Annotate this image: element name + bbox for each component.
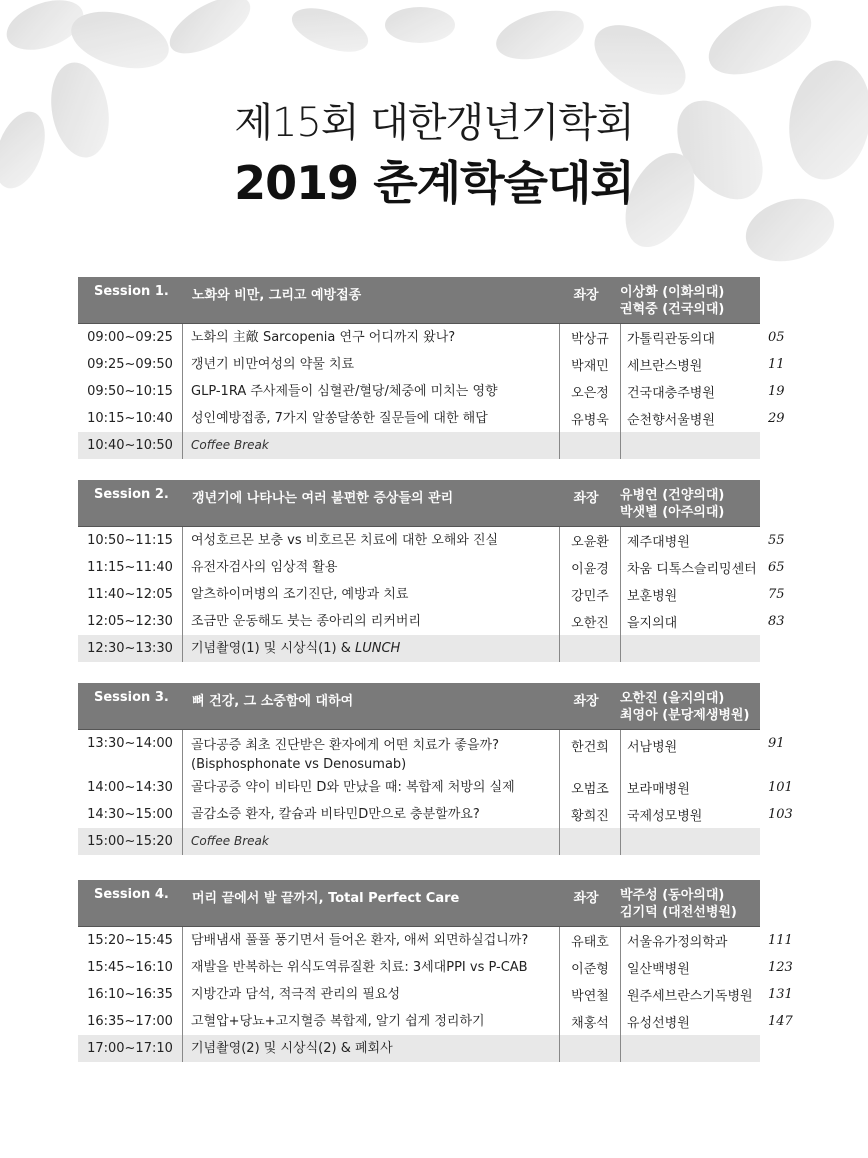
speaker: 박상규 bbox=[559, 324, 620, 351]
break-row bbox=[78, 635, 760, 662]
affiliation: 보훈병원 bbox=[620, 581, 760, 608]
topic: 담배냄새 풀풀 풍기면서 들어온 환자, 애써 외면하실겁니까? bbox=[191, 933, 529, 948]
session-title: 갱년기에 나타나는 여러 불편한 증상들의 관리 bbox=[192, 491, 454, 506]
chair-label: 좌장 bbox=[573, 694, 599, 709]
break-text: Coffee Break bbox=[191, 834, 269, 848]
break-row bbox=[78, 432, 760, 459]
page-number: 123 bbox=[768, 960, 793, 975]
event-subtitle: 2019 춘계학술대회 bbox=[234, 156, 634, 210]
table-row bbox=[78, 927, 793, 954]
table-row bbox=[78, 581, 785, 608]
break-label bbox=[183, 832, 559, 851]
speaker-empty bbox=[559, 635, 620, 662]
topic: 지방간과 담석, 적극적 관리의 필요성 bbox=[191, 987, 401, 1002]
topic: 골다공증 약이 비타민 D와 만났을 때: 복합제 처방의 실제 bbox=[191, 780, 515, 795]
chair-name: 유병연 (건양의대) bbox=[620, 488, 725, 503]
affiliation-empty bbox=[620, 432, 760, 459]
topic: 골감소증 환자, 칼슘과 비타민D만으로 충분할까요? bbox=[191, 807, 480, 822]
break-text-italic: LUNCH bbox=[354, 641, 401, 656]
session-title: 노화와 비만, 그리고 예방접종 bbox=[192, 288, 362, 303]
table-row bbox=[78, 981, 793, 1008]
time-slot: 15:45~16:10 bbox=[78, 954, 183, 981]
time-slot: 17:00~17:10 bbox=[78, 1035, 183, 1062]
page-number: 29 bbox=[768, 411, 785, 426]
page-number: 83 bbox=[768, 614, 785, 629]
time-slot: 14:00~14:30 bbox=[78, 774, 183, 801]
chair-label: 좌장 bbox=[573, 891, 599, 906]
table-row bbox=[78, 324, 785, 351]
session-label: Session 4. bbox=[94, 887, 169, 902]
affiliation: 서울유가정의학과 bbox=[620, 927, 760, 954]
chairs bbox=[616, 277, 760, 323]
topic-line: 골다공증 최초 진단받은 환자에게 어떤 치료가 좋을까? bbox=[191, 738, 499, 753]
affiliation: 건국대충주병원 bbox=[620, 378, 760, 405]
session-header bbox=[78, 880, 760, 927]
page-number: 131 bbox=[768, 987, 793, 1002]
topic: 여성호르몬 보충 vs 비호르몬 치료에 대한 오해와 진실 bbox=[191, 533, 499, 548]
session-label: Session 2. bbox=[94, 487, 169, 502]
time-slot: 11:40~12:05 bbox=[78, 581, 183, 608]
chair-name: 오한진 (을지의대) bbox=[620, 691, 725, 706]
table-row bbox=[78, 801, 793, 828]
affiliation: 세브란스병원 bbox=[620, 351, 760, 378]
table-row bbox=[78, 351, 785, 378]
session-header bbox=[78, 480, 760, 527]
session-2-table bbox=[78, 480, 785, 662]
chair-label: 좌장 bbox=[573, 491, 599, 506]
topic: 조금만 운동해도 붓는 종아리의 리커버리 bbox=[191, 614, 422, 629]
session-header bbox=[78, 683, 760, 730]
topic: 유전자검사의 임상적 활용 bbox=[191, 560, 338, 575]
affiliation: 유성선병원 bbox=[620, 1008, 760, 1035]
time-slot: 14:30~15:00 bbox=[78, 801, 183, 828]
page-number: 91 bbox=[768, 736, 785, 751]
topic: GLP-1RA 주사제들이 심혈관/혈당/체중에 미치는 영향 bbox=[191, 384, 498, 399]
affiliation-empty bbox=[620, 635, 760, 662]
page-number: 65 bbox=[768, 560, 785, 575]
session-label: Session 3. bbox=[94, 690, 169, 705]
page-number: 101 bbox=[768, 780, 793, 795]
speaker: 유태호 bbox=[559, 927, 620, 954]
speaker: 박연철 bbox=[559, 981, 620, 1008]
speaker: 황희진 bbox=[559, 801, 620, 828]
speaker: 한건희 bbox=[559, 730, 620, 774]
time-slot: 09:50~10:15 bbox=[78, 378, 183, 405]
affiliation: 가톨릭관동의대 bbox=[620, 324, 760, 351]
affiliation: 제주대병원 bbox=[620, 527, 760, 554]
chairs bbox=[616, 480, 760, 526]
session-label: Session 1. bbox=[94, 284, 169, 299]
affiliation-empty bbox=[620, 828, 760, 855]
time-slot: 15:00~15:20 bbox=[78, 828, 183, 855]
speaker: 오한진 bbox=[559, 608, 620, 635]
speaker: 이윤경 bbox=[559, 554, 620, 581]
break-row bbox=[78, 828, 760, 855]
break-row bbox=[78, 1035, 760, 1062]
time-slot: 15:20~15:45 bbox=[78, 927, 183, 954]
session-title: 뼈 건강, 그 소중함에 대하여 bbox=[192, 694, 354, 709]
event-title-block bbox=[0, 96, 868, 216]
affiliation: 보라매병원 bbox=[620, 774, 760, 801]
page-number: 19 bbox=[768, 384, 785, 399]
event-title: 제15회 대한갱년기학회 bbox=[234, 100, 634, 146]
speaker-empty bbox=[559, 432, 620, 459]
chair-name: 권혁중 (건국의대) bbox=[620, 302, 725, 317]
time-slot: 16:35~17:00 bbox=[78, 1008, 183, 1035]
chairs bbox=[616, 880, 760, 926]
page-number: 55 bbox=[768, 533, 785, 548]
session-title: 머리 끝에서 발 끝까지, Total Perfect Care bbox=[192, 891, 460, 906]
topic: 재발을 반복하는 위식도역류질환 치료: 3세대PPI vs P-CAB bbox=[191, 960, 528, 975]
table-row bbox=[78, 405, 785, 432]
table-row bbox=[78, 527, 785, 554]
table-row bbox=[78, 378, 785, 405]
table-row bbox=[78, 1008, 793, 1035]
session-1-table bbox=[78, 277, 785, 459]
time-slot: 09:25~09:50 bbox=[78, 351, 183, 378]
time-slot: 13:30~14:00 bbox=[78, 730, 183, 774]
time-slot: 10:15~10:40 bbox=[78, 405, 183, 432]
page-number: 05 bbox=[768, 330, 785, 345]
page-number: 11 bbox=[768, 357, 785, 372]
topic: 갱년기 비만여성의 약물 치료 bbox=[191, 357, 355, 372]
table-row bbox=[78, 730, 785, 774]
time-slot: 12:30~13:30 bbox=[78, 635, 183, 662]
chairs bbox=[616, 683, 760, 729]
time-slot: 10:40~10:50 bbox=[78, 432, 183, 459]
table-row bbox=[78, 608, 785, 635]
speaker: 강민주 bbox=[559, 581, 620, 608]
session-header bbox=[78, 277, 760, 324]
session-3-table bbox=[78, 683, 793, 855]
time-slot: 09:00~09:25 bbox=[78, 324, 183, 351]
page-number: 147 bbox=[768, 1014, 793, 1029]
chair-name: 김기덕 (대전선병원) bbox=[620, 905, 737, 920]
affiliation: 서남병원 bbox=[620, 730, 760, 774]
chair-name: 최영아 (분당제생병원) bbox=[620, 708, 750, 723]
topic: 알츠하이머병의 조기진단, 예방과 치료 bbox=[191, 587, 409, 602]
time-slot: 10:50~11:15 bbox=[78, 527, 183, 554]
time-slot: 12:05~12:30 bbox=[78, 608, 183, 635]
affiliation-empty bbox=[620, 1035, 760, 1062]
speaker: 이준형 bbox=[559, 954, 620, 981]
break-text: Coffee Break bbox=[191, 438, 269, 452]
chair-name: 이상화 (이화의대) bbox=[620, 285, 725, 300]
time-slot: 16:10~16:35 bbox=[78, 981, 183, 1008]
page-number: 75 bbox=[768, 587, 785, 602]
affiliation: 을지의대 bbox=[620, 608, 760, 635]
affiliation: 일산백병원 bbox=[620, 954, 760, 981]
break-label bbox=[183, 639, 559, 658]
speaker: 채홍석 bbox=[559, 1008, 620, 1035]
page-number: 103 bbox=[768, 807, 793, 822]
session-4-table bbox=[78, 880, 793, 1062]
topic-line: (Bisphosphonate vs Denosumab) bbox=[191, 757, 407, 772]
affiliation: 원주세브란스기독병원 bbox=[620, 981, 760, 1008]
chair-label: 좌장 bbox=[573, 288, 599, 303]
topic: 고혈압+당뇨+고지혈증 복합제, 알기 쉽게 정리하기 bbox=[191, 1014, 485, 1029]
break-label: 기념촬영(2) 및 시상식(2) & 폐회사 bbox=[191, 1041, 393, 1056]
table-row bbox=[78, 554, 785, 581]
speaker: 오은정 bbox=[559, 378, 620, 405]
page-number: 111 bbox=[768, 933, 793, 948]
speaker: 오윤환 bbox=[559, 527, 620, 554]
affiliation: 순천향서울병원 bbox=[620, 405, 760, 432]
chair-name: 박주성 (동아의대) bbox=[620, 888, 725, 903]
affiliation: 차움 디톡스슬리밍센터 bbox=[620, 554, 760, 581]
speaker-empty bbox=[559, 828, 620, 855]
table-row bbox=[78, 774, 793, 801]
chair-name: 박샛별 (아주의대) bbox=[620, 505, 725, 520]
break-label bbox=[183, 436, 559, 455]
speaker: 오범조 bbox=[559, 774, 620, 801]
break-text: 기념촬영(1) 및 시상식(1) & bbox=[191, 641, 355, 656]
affiliation: 국제성모병원 bbox=[620, 801, 760, 828]
speaker-empty bbox=[559, 1035, 620, 1062]
table-row bbox=[78, 954, 793, 981]
topic bbox=[183, 730, 559, 774]
time-slot: 11:15~11:40 bbox=[78, 554, 183, 581]
topic: 노화의 主敵 Sarcopenia 연구 어디까지 왔나? bbox=[191, 330, 456, 345]
speaker: 박재민 bbox=[559, 351, 620, 378]
topic: 성인예방접종, 7가지 알쏭달쏭한 질문들에 대한 해답 bbox=[191, 411, 488, 426]
speaker: 유병욱 bbox=[559, 405, 620, 432]
